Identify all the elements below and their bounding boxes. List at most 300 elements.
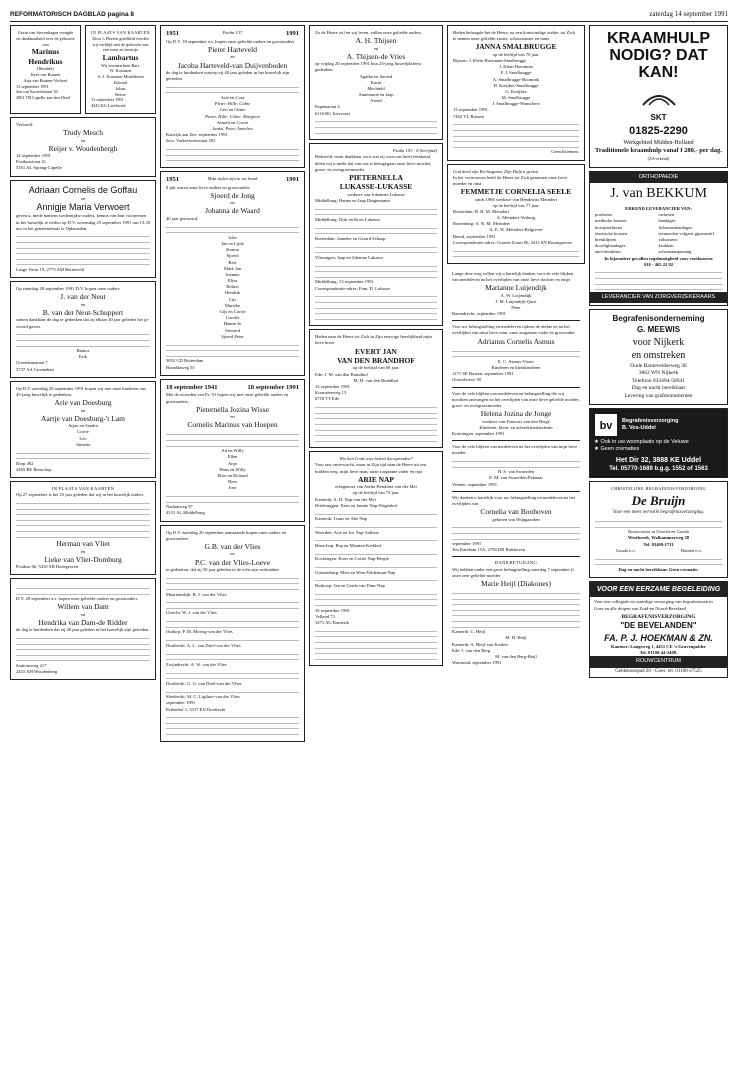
- ad-headline: KRAAMHULP NODIG? DAT KAN!: [606, 30, 711, 81]
- intro-text: Zo de Heere wil en wij leven, zullen onze geliefde ouders: [315, 30, 421, 35]
- note: In bijzondere gevallen regelmatigheid voor voetkussens: [604, 255, 713, 261]
- relative: Rotterdam: B. H. M. Meindert: [453, 208, 510, 214]
- relative: Boskoop: Jan en Gerda van Dam-Nap: [315, 583, 385, 589]
- text-lines: [166, 224, 299, 234]
- obituary-brandhof: [309, 329, 443, 448]
- announce-anniv-vliet: [10, 481, 156, 575]
- body-text: samen dankbaar de dag te gedenken dat zij elkaar 40 jaar geleden het ja-woord gaven.: [16, 317, 150, 329]
- note: Dag en nacht bereikbaar. Geen crematie.: [618, 566, 699, 572]
- intro-text: Heden behaagde het de Heere, na een kortstondige ziekte, tot Zich te nemen onze geliefde zuster, schoonzuster en tante: [453, 30, 575, 42]
- firm-name: FA. P. J. HOEKMAN & ZN.: [604, 632, 713, 643]
- ad-kraamhulp: [589, 25, 728, 168]
- name-1: H. S. van Swaerden: [497, 469, 535, 475]
- address: Correspondentie-adres: Fam. D. Lukasse: [315, 285, 391, 291]
- thanks-luijendijk: [447, 267, 585, 671]
- child: Dordrecht: A. L. van Driel-van der Vlies: [166, 642, 241, 648]
- relative: A. Smalbrugge-Boomink: [492, 76, 540, 82]
- bv-logo-icon: [594, 413, 618, 437]
- and: en: [230, 54, 235, 60]
- relative: Kockengen: Koos en Corrie Nap-Bergie: [315, 556, 389, 562]
- child: Betsie: [115, 91, 126, 97]
- text-lines: [315, 591, 437, 606]
- relative: Benschop: Bep en Maarten Kerkhof: [315, 542, 382, 548]
- child: Mark Jan: [223, 265, 242, 271]
- name-2: E. M. van Swaerden-Peknaar: [489, 475, 543, 481]
- address: 7462 VL Rijssen: [453, 113, 484, 119]
- branch: Gouda e.o.: [615, 547, 636, 553]
- name-2: Annigje Maria Verwoert: [36, 202, 130, 213]
- and: en: [80, 195, 86, 201]
- name-2: LUKASSE-LUKASSE: [339, 182, 413, 192]
- intro-text: Op D.V. 18 september a.s. hopen onze geliefde ouders en grootouders: [166, 38, 295, 44]
- name-2: Lieke van Vliet-Domburg: [44, 554, 122, 564]
- child: Arie en Cora: [220, 95, 245, 101]
- address: 4345 KG Leerbroek: [91, 103, 126, 109]
- address: Het Dir 32, 3888 KE Uddel: [615, 456, 702, 464]
- child: Arnold en Corrie: [216, 119, 249, 125]
- child: Corolie: [225, 315, 240, 321]
- date: Warmond, september 1991: [452, 660, 502, 666]
- product-item: breuklijnen: [595, 236, 616, 242]
- grandchildren: Janko, Peter, Annelies: [212, 125, 253, 131]
- ad-topbar: ORTHOPAEDIE: [590, 172, 727, 183]
- address: Westbroek, Walkammerweg 28: [627, 535, 690, 541]
- address: Katwijk aan Zee, september 1991: [166, 132, 228, 138]
- text-lines: [315, 577, 437, 581]
- text-lines: [166, 618, 299, 628]
- relative: J. M. Luijendijk-Quist: [495, 298, 537, 304]
- announce-anniv-wisse: [160, 379, 305, 522]
- obituary-seele: [447, 164, 585, 264]
- street: Bonaldaweg 55: [166, 364, 195, 370]
- branch: Houten e.o.: [680, 547, 702, 553]
- body-text: de dag te herdenken waarop zij 40 jaar geleden in het huwelijk zijn getreden.: [166, 69, 290, 82]
- name-1: Sjoerd de Jong: [210, 190, 255, 200]
- ad-de-bruijn: [589, 481, 728, 578]
- note: (ZA-erkend): [647, 155, 670, 161]
- svg-text:bv: bv: [599, 419, 613, 432]
- child: Marieke: [224, 302, 241, 308]
- intro-text: Voor de vele blijken van medeleven en belangstelling die wij mochten ontvangen na het overlijden van onze lieve geliefde moeder, groot- en overgrootmoeder: [452, 390, 580, 408]
- relative: E. C. Asmus-Visser: [498, 358, 534, 364]
- announce-anniv-harteveld: [160, 25, 305, 168]
- ad-bottombar: LEVERANCIER VAN ZORGVERZEKERAARS: [590, 292, 727, 303]
- intro-text: 8 juli waren onze lieve ouders en grootouders: [166, 184, 250, 190]
- date: Barendrecht, september 1991: [452, 311, 506, 317]
- intro-text: Op 27 september is het 25 jaar geleden dat wij in het huwelijk traden.: [16, 492, 144, 498]
- ad-header-row: [594, 413, 723, 437]
- phone: Tel. 03469-1711: [643, 541, 674, 547]
- date: Middelburg, 13 september 1991: [315, 279, 374, 285]
- relative: Woerden: Arie en Jos Nap-Aalbers: [315, 529, 379, 535]
- grandchildren: Pieter, Hille, Cobie: [214, 101, 251, 107]
- product-item: elastische kousen: [595, 230, 628, 236]
- address: Vellend 73: [315, 613, 335, 619]
- tagline: Rouwcentra in Utrecht en Gouda: [628, 529, 689, 535]
- title: Verloofd:: [16, 121, 34, 127]
- product-item: zitkussens: [658, 236, 678, 242]
- date: 13 september 1991: [315, 383, 350, 389]
- name-1: Trudy Mesch: [63, 128, 103, 138]
- intro-text: D.V. 20 september a.s. hopen onze geliefde ouders en grootouders: [16, 596, 138, 602]
- child: Ad en Willy: [221, 448, 244, 454]
- relative: M. Smalbrugge: [501, 95, 531, 101]
- ad-bekkum: [589, 171, 728, 307]
- city: 5161 AL Sprang-Capelle: [16, 165, 62, 171]
- age: op de leeftijd van 70 jaar.: [492, 51, 540, 57]
- city: 3862 WN Nijkerk: [638, 370, 679, 377]
- relative: J. Klein Horstman: [499, 64, 533, 70]
- age: op de leeftijd van 77 jaar.: [492, 202, 540, 208]
- text-lines: [16, 500, 150, 538]
- text-lines: [166, 84, 299, 94]
- address: Peltenhof 1, 3317 EN Dordrecht: [166, 706, 226, 712]
- text-lines: [315, 404, 437, 442]
- page-header: [10, 8, 728, 20]
- bullet-text: Ook in uw woonplaats op de Veluwe: [600, 438, 689, 445]
- child: Agatha en Savard: [359, 73, 393, 79]
- intro-text: Op D.V. zaterdag 28 september 1991 hopen wij met onze kinderen ons 45-jarig huwelijk te gedenken.: [16, 385, 146, 398]
- name-2: Reijer v. Woudenbergh: [48, 143, 118, 153]
- intro-text: Voor de vele blijken van medeleven na het overlijden van mijn lieve moeder: [452, 444, 578, 456]
- text-lines: [315, 524, 437, 528]
- parent-2: Arja van Buuren-Verhoef: [23, 77, 68, 83]
- name-2: A. Thijsen-de Vries: [346, 51, 406, 61]
- intro-text: Op D.V. zaterdag 20 september aanstaande hopen onze ouders en grootouders: [166, 529, 286, 541]
- and: en: [80, 611, 86, 617]
- name-1: PIETERNELLA: [349, 172, 403, 182]
- name-2: P.C. van der Vlies-Loeve: [194, 557, 271, 567]
- separator: [452, 320, 580, 321]
- relative: Vlissingen: Jaap en Johanna Lukasse: [315, 254, 384, 260]
- announce-anniv-thijsen: [309, 25, 443, 140]
- psalm: Psalm 103 : 8 (berijmd): [392, 148, 437, 154]
- separator: [452, 440, 580, 441]
- body-text: geven u, mede namens wederzijdse ouders, kennis van hun voornemen in het huwelijk te treden op D.V. woensdag 25 september 1991 om 13.30 uur in het gemeentehuis te Opheusden.: [16, 213, 151, 231]
- column-4: [447, 25, 585, 1060]
- subtitle: sinds 1986 weduwe van Hendricus Meindert: [474, 196, 558, 202]
- name-2: B. van der Neut-Schuppert: [42, 307, 124, 317]
- date: Kruiningen, september 1991: [452, 430, 505, 436]
- header-rule: [10, 21, 728, 22]
- intro-text: Wij hebben onder een grote belangstelling zaterdag 7 september jl. onze zeer geliefde moeder: [452, 566, 575, 578]
- intro-text: Met de woorden van Ps. 91 hopen wij met onze geliefde ouders en grootouders: [166, 392, 289, 404]
- product-item: schoenaanpassing: [658, 249, 692, 255]
- text-lines: [166, 637, 299, 641]
- ad-vos-uddel: [589, 408, 728, 478]
- phone: 010 - 465 22 92: [643, 261, 674, 267]
- date-end: 18 september 1991: [247, 383, 299, 391]
- child: Dordrecht: G. G. van Driel-van der Vlies: [166, 680, 242, 686]
- child: Gert en Oenie: [219, 107, 246, 113]
- and: en: [373, 45, 379, 51]
- name-1: JANNA SMALBRUGGE: [475, 42, 557, 52]
- subtitle: ERKEND LEVERANCIER VAN:: [625, 206, 692, 211]
- company-name: G. MEEWIS: [636, 325, 681, 335]
- and: en: [230, 200, 235, 206]
- address: Ten Katelaan 15A, 2790 DR Birkhoven: [452, 547, 525, 553]
- relative: M. van den Berg-Heijl: [495, 653, 537, 659]
- ad-bottombar: ROUWCENTRUM: [590, 656, 727, 667]
- note: Geen bloemen.: [551, 149, 579, 155]
- name-1: Pieter Harteveld: [208, 44, 257, 54]
- relative: Kinderen, klein- en achterkleinkinderen: [479, 424, 553, 430]
- date: Beesd, september 1991: [453, 233, 496, 239]
- name-2: Aartje van Doesburg-'t Lam: [41, 413, 125, 423]
- text-lines: [595, 518, 722, 528]
- announce-birth-marinus: [10, 25, 81, 114]
- child: Utrecht: W. J. van der Vlies: [166, 610, 217, 616]
- name-2: Johanna de Waard: [205, 206, 260, 216]
- child: Annetta: [75, 441, 91, 447]
- text-lines: [315, 537, 437, 541]
- company-name: B. Vos-Uddel: [622, 424, 656, 431]
- address: Dorp 382: [16, 460, 34, 466]
- relative: F. J. Smalbrugge: [500, 70, 532, 76]
- note: Levering van grafmonumenten: [624, 392, 693, 399]
- address: Jan van Kasteelstraat 56: [16, 89, 58, 95]
- obituary-lukasse: [309, 143, 443, 326]
- year-end: 1991: [286, 30, 299, 37]
- relative: Ede: J. van den Berg: [452, 647, 491, 653]
- ad-headline: VOOR EEN EERZAME BEGELEIDING: [590, 582, 727, 597]
- psalm: Mijn tijden zijn in uw hand: [207, 175, 258, 181]
- year-row: [166, 30, 299, 39]
- and: en: [230, 414, 235, 420]
- year-row: [166, 384, 299, 393]
- text-lines: [16, 585, 150, 595]
- name-1: Pieternella Jozina Wisse: [196, 404, 269, 414]
- child: Sjoerd Peter: [221, 333, 244, 339]
- city: 4331 AL Middelburg: [166, 510, 205, 516]
- paper-name: REFORMATORISCH DAGBLAD pagina 8: [10, 10, 134, 18]
- child: Corrie: [77, 429, 89, 435]
- child: Bert: [228, 259, 237, 265]
- text-lines: [315, 244, 437, 254]
- intro-text: Voor uw belangstelling en medeleven tijdens de ziekte en na het overlijden van mijn lieve man, onze zorgzame vader en grootvader: [452, 324, 575, 336]
- city: 3471 AG Kamerik: [315, 619, 349, 625]
- star-icon: ★: [594, 438, 601, 445]
- and: en: [80, 301, 86, 307]
- child: Elise en Richard: [217, 472, 248, 478]
- psalm: God deed zijn Rechtsgunst, Zijn Hulp u gezien: [453, 168, 539, 174]
- name-1: Marie Heijl (Diakones): [481, 579, 551, 589]
- parent-1: Kees van Buuren: [30, 71, 61, 77]
- year-row: [166, 176, 299, 185]
- relative: Kamerik: A. Heijl-van Keulen: [452, 641, 508, 647]
- product-item: krukken: [658, 243, 674, 249]
- intro-text: Op zaterdag 28 september 1991 D.V. hopen onze ouders: [16, 286, 120, 292]
- text-lines: [16, 635, 150, 661]
- child: Joke: [228, 234, 237, 240]
- relative: Middelburg: Dirk en Koos Lukasse: [315, 216, 380, 222]
- separator: [452, 556, 580, 557]
- city: Geldeloosspad 20 · Goes. tel. 01100-27525: [615, 668, 702, 674]
- address: Kromsteeweg 13: [315, 390, 347, 396]
- year-start: 1951: [166, 175, 179, 183]
- child: Gijs en Corrie: [219, 309, 246, 315]
- body-text: 40 jaar getrouwd.: [166, 215, 199, 221]
- text-lines: [315, 118, 437, 133]
- text-lines: [166, 146, 299, 161]
- relative: Middelburg: Hanna en Jaap Dingemanse: [315, 197, 390, 203]
- page-date: zaterdag 14 september 1991: [649, 10, 728, 18]
- name-1: Willem van Dam: [57, 602, 109, 612]
- relative: H. Kreijkes-Smalbrugge: [493, 82, 539, 88]
- child: Jose: [228, 485, 237, 491]
- relative: J. Smalbrugge-Wanschers: [492, 101, 540, 107]
- subtitle: weduwe van Francois van den Berge: [482, 418, 550, 424]
- tagline: Voor een meer eervolle begrafenisverzorging.: [612, 509, 705, 515]
- name-2: Cornelis Marinus van Hoepen: [187, 420, 278, 430]
- phone: Telefoon 033494-58941: [632, 377, 685, 384]
- text-lines: [315, 551, 437, 555]
- child: Robert: [226, 284, 239, 290]
- child: Jan en Lijda: [221, 240, 244, 246]
- parent-1: W. Kostaans: [109, 68, 132, 74]
- child: Hendrik: [224, 290, 241, 296]
- separator: [452, 387, 580, 388]
- region-2: en omstreken: [631, 350, 686, 362]
- child: Siewerd: [224, 327, 241, 333]
- announce-anniv-neut: [10, 281, 156, 378]
- product-list: [590, 212, 727, 255]
- name-1: Cornelia van Boohoven: [480, 507, 552, 517]
- address: Postbusstraat 41: [16, 159, 46, 165]
- child: Sliedrecht: M. G. Ligthart-van der Vlies: [166, 694, 240, 700]
- text-lines: [166, 493, 299, 503]
- text-lines: [315, 206, 437, 216]
- roepnaam: (Hendrik): [37, 66, 54, 72]
- title: DANKBETUIGING: [494, 560, 538, 566]
- text-lines: [590, 269, 727, 290]
- person-name: Marinus Hendrikus: [28, 47, 63, 66]
- child: Anjo: [227, 460, 238, 466]
- name-1: Helena Jozina de Jonge: [480, 409, 552, 419]
- product-item: lichaamsbandages: [658, 224, 692, 230]
- star-icon: ★: [594, 446, 601, 453]
- text-lines: [315, 564, 437, 568]
- text-lines: [166, 714, 299, 735]
- child: Elisa: [227, 278, 238, 284]
- address: Groenkanstraat 7: [16, 360, 48, 366]
- ad-topline: CHRISTELIJKE BEGRAFENISVERZORGING: [611, 486, 706, 492]
- date: 13 september 1991: [453, 107, 488, 113]
- announce-anniv-jong: [160, 171, 305, 376]
- branch-row: [595, 548, 722, 554]
- tagline: Traditionele kraamhulp vanaf f 280,- per dag.: [595, 147, 722, 155]
- ad-de-bevelanden: [589, 581, 728, 678]
- address: Oosterhoeve 38: [452, 377, 481, 383]
- grandchildren: Pieter, Hille, Cobie, Margreet: [205, 113, 260, 119]
- date: september 1991: [452, 541, 482, 547]
- separator: [452, 491, 580, 492]
- child: Ellen: [227, 454, 238, 460]
- city: 6718 TT Ede: [315, 396, 340, 402]
- relative: A. W. Luijendijk: [500, 292, 532, 298]
- child: Joannie: [225, 271, 240, 277]
- company-name: De Bruijn: [631, 493, 686, 509]
- year-end: 1991: [285, 175, 299, 183]
- intro-text: In het vertrouwen heeft de Heere tot Zich genomen onze lieve moeder en oma: [453, 174, 568, 186]
- year-start: 1951: [166, 30, 179, 37]
- child: Arend: [370, 98, 382, 104]
- age: op de leeftijd van 73 jaar.: [352, 490, 400, 496]
- child: Rien: [228, 479, 237, 485]
- text-lines: [166, 689, 299, 693]
- relative: Rijssen: J. Klein Horstman-Smalbrugge: [453, 57, 527, 63]
- intro-text: Bedroefd, maar dankbaar voor wat zij voor ons heeft betekend, delen wij u mede dat van ons is heengegaan onze lieve moeder, groot- en overgrootmoeder: [315, 154, 432, 172]
- and: en: [80, 407, 86, 413]
- text-lines: [166, 575, 299, 590]
- address: Nathanweg 97: [166, 504, 193, 510]
- text-lines: [16, 233, 150, 265]
- date: Veenen, september 1991: [452, 481, 498, 487]
- text-lines: [315, 511, 437, 515]
- name-1: Adrianus Cornelis Asmus: [477, 336, 555, 346]
- relative: Rozenburg: A. N. M. Meindert: [453, 221, 510, 227]
- title: IN PLAATS VAN KAARTEN: [51, 486, 115, 492]
- text-lines: [315, 293, 437, 319]
- region: Werkgebied Midden-Holland: [623, 140, 694, 147]
- product-item: doorligbandages: [595, 243, 626, 249]
- text-lines: [453, 248, 579, 258]
- subtitle: weduwe van Johannes Lukasse: [347, 191, 405, 197]
- intro-text: Heden nam de Heere tot Zich in Zijn eeuwige heerlijkheid mijn lieve broer: [315, 334, 432, 346]
- psalm: Wie kan Gods wijs beleid doorgronden?: [339, 456, 413, 462]
- phone: 01825-2290: [629, 125, 688, 138]
- date: 16 september 1991: [315, 607, 350, 613]
- column-2: [160, 25, 305, 1060]
- body-text: de dag te herdenken dat zij 40 jaar geleden in het huwelijk zijn getreden.: [16, 627, 150, 633]
- relative: A. E. W. Meindert-Belgrever: [489, 227, 543, 233]
- title: IN PLAATS VAN KAARTEN: [91, 30, 150, 35]
- phone: Tel. 01100-44-2408.: [639, 650, 678, 656]
- text-lines: [595, 556, 722, 566]
- name-2: Jacoba Harteveld-van Duijvenboden: [177, 60, 288, 70]
- intro-text: Wij danken u hartelijk voor uw belangstelling en medeleven na het overlijden van: [452, 494, 576, 506]
- relative: Ede: J. M. van den Brandhof: [315, 371, 368, 377]
- relative: Peter: [511, 304, 521, 310]
- ad-headline: Begrafenisonderneming: [612, 314, 705, 324]
- body-text: Voor een collegiale en waardige verzorging van begrafenissen in Goes en alle dorpen van Zuid-en Noord-Beveland.: [594, 599, 713, 611]
- intro-text: Gezin van Stevenhagen vreugde en dankbaarheid over de geboorte van: [16, 30, 75, 47]
- child: Annemarie en Jaap: [358, 92, 394, 98]
- address: Postbus 66, 5410 AB Bodegraven: [16, 564, 79, 570]
- date: 13 september 1991: [16, 83, 49, 89]
- company-name: "DE BEVELANDEN": [620, 621, 697, 631]
- relative: M. H. Heijl: [505, 635, 527, 641]
- text-lines: [166, 670, 299, 680]
- text-lines: [166, 599, 299, 609]
- body-text: op vrijdag 20 september 1991 hun 25-jarig huwelijksfeest gedenken.: [315, 61, 422, 73]
- intro-text: Voor ons onverwacht, maar in Zijn tijd nam de Heere uit ons midden weg, mijn lieve man, onze zorgzame vader en opa: [315, 462, 427, 474]
- name-1: Herman van Vliet: [56, 539, 110, 549]
- name-1: A. H. Thijsen: [355, 36, 397, 46]
- obituary-smalbrugge: [447, 25, 585, 161]
- relative: Driebruggen: Kees en Jannie Nap-Wagenhof: [315, 502, 398, 508]
- name-1: FEMMETJE CORNELIA SEELE: [460, 187, 572, 197]
- child: Karina: [226, 247, 239, 253]
- date: september 1991: [166, 700, 196, 706]
- relative: Kamerik: A. H. Nap-van der Mei: [315, 496, 376, 502]
- skt-logo-icon: [639, 85, 679, 113]
- text-lines: [166, 342, 299, 357]
- text-lines: [452, 524, 580, 539]
- date-start: 18 september 1941: [166, 383, 218, 391]
- age: op de leeftijd van 68 jaar.: [352, 365, 400, 371]
- psalm: Psalm 137: [222, 30, 243, 35]
